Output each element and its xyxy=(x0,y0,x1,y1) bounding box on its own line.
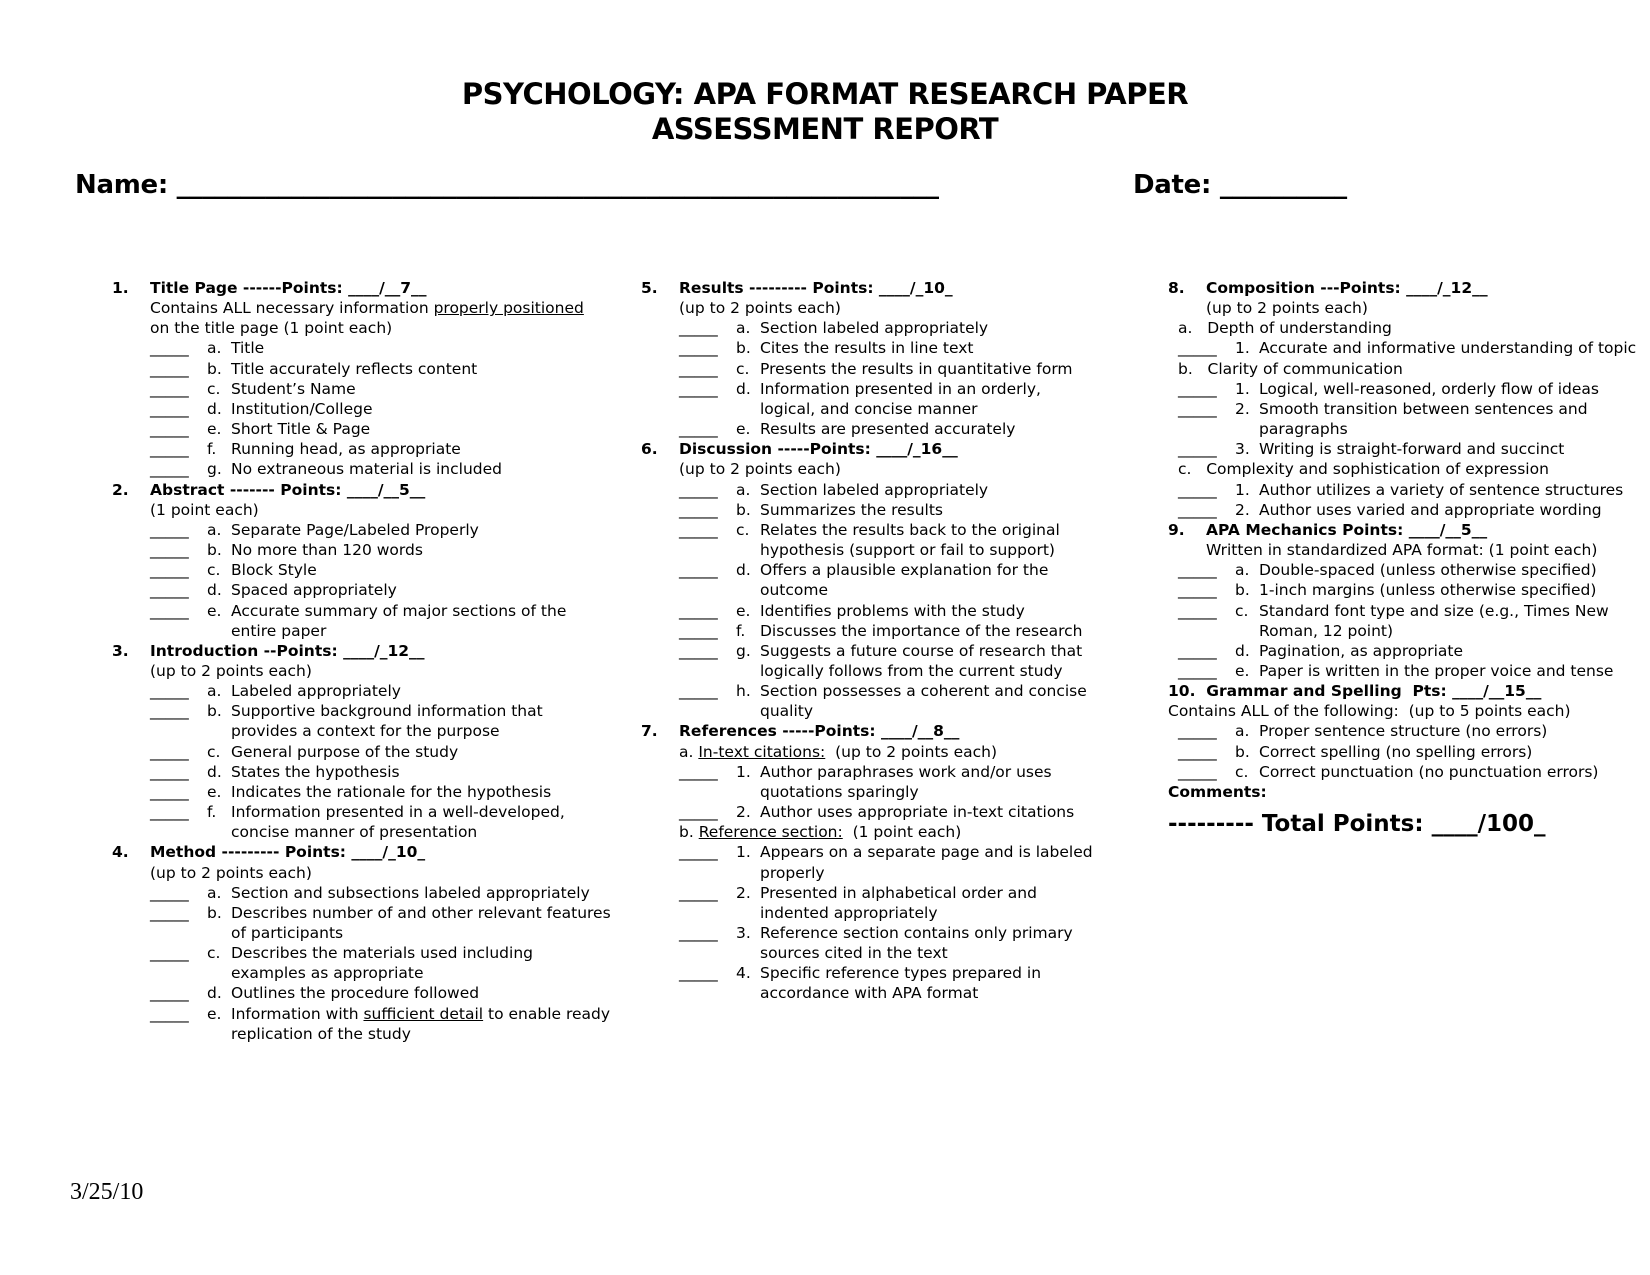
score-blank[interactable]: _____ xyxy=(1178,480,1217,499)
section-number: 9. xyxy=(1168,520,1185,539)
score-blank[interactable]: _____ xyxy=(679,500,718,519)
item-letter: b. xyxy=(207,903,222,922)
score-blank[interactable]: _____ xyxy=(1178,742,1217,761)
score-blank[interactable]: _____ xyxy=(679,924,718,942)
section-references xyxy=(641,721,1101,1003)
checklist-item xyxy=(150,399,612,419)
section-number: 8. xyxy=(1168,279,1185,297)
item-letter: d. xyxy=(207,581,222,600)
score-blank[interactable]: _____ xyxy=(150,420,189,439)
checklist-item: _____ e. Information with sufficient detail to enable ready replication of the study xyxy=(150,1004,611,1043)
section-desc: Contains ALL necessary information properly positioned xyxy=(150,299,584,318)
checklist-item xyxy=(679,480,1101,500)
checklist-item xyxy=(679,621,1101,641)
section-grammar-spelling xyxy=(1168,681,1638,721)
checklist-item xyxy=(1178,439,1638,459)
item-text: Double-spaced (unless otherwise specified) xyxy=(1259,561,1597,580)
checklist-item xyxy=(150,943,612,983)
item-letter: b. xyxy=(736,500,751,519)
item-text: Correct punctuation (no punctuation errors) xyxy=(1259,762,1599,781)
item-text: Presented in alphabetical order and indented appropriately xyxy=(760,883,1037,922)
checklist-item xyxy=(1178,641,1638,661)
checklist-item xyxy=(679,842,1101,882)
section-desc: (up to 2 points each) xyxy=(1206,299,1368,318)
checklist-item xyxy=(1178,560,1638,580)
section-number: 3. xyxy=(112,641,129,660)
score-blank[interactable]: _____ xyxy=(679,359,718,378)
item-letter: a. xyxy=(736,480,751,499)
item-letter: e. xyxy=(736,420,751,439)
score-blank[interactable]: _____ xyxy=(150,561,189,580)
subsection-label: a. Depth of understanding xyxy=(1178,319,1392,338)
checklist-item xyxy=(150,681,612,701)
checklist-item xyxy=(150,439,612,459)
score-blank[interactable]: _____ xyxy=(1178,581,1217,600)
checklist-item xyxy=(679,379,1101,419)
item-letter: a. xyxy=(207,339,222,358)
section-method xyxy=(112,842,612,1044)
item-letter: 2. xyxy=(736,883,751,902)
item-text: Running head, as appropriate xyxy=(231,440,461,459)
subsection-label: b. Reference section: (1 point each) xyxy=(679,823,962,842)
score-blank[interactable]: _____ xyxy=(150,541,189,560)
item-letter: b. xyxy=(736,339,751,358)
checklist-item xyxy=(150,338,612,358)
checklist-item xyxy=(150,903,612,943)
section-title: Results --------- Points: ____/_10_ xyxy=(679,279,953,297)
checklist-item xyxy=(1178,399,1638,439)
score-blank[interactable]: _____ xyxy=(150,984,189,1003)
score-blank[interactable]: _____ xyxy=(150,1004,189,1023)
item-text: Labeled appropriately xyxy=(231,682,401,701)
item-letter: e. xyxy=(207,420,222,439)
score-blank[interactable]: _____ xyxy=(1178,440,1217,459)
item-text: States the hypothesis xyxy=(231,762,400,781)
checklist-item xyxy=(679,641,1101,681)
item-text: Information presented in an orderly, logical, and concise manner xyxy=(760,379,1041,418)
item-letter: e. xyxy=(1235,661,1250,680)
checklist-item xyxy=(150,742,612,762)
score-blank[interactable]: _____ xyxy=(150,379,189,398)
section-title: Discussion -----Points: ____/_16__ xyxy=(679,440,958,459)
checklist-item xyxy=(1178,580,1638,600)
item-letter: 2. xyxy=(1235,500,1250,519)
item-text: Writing is straight-forward and succinct xyxy=(1259,440,1565,459)
item-letter: d. xyxy=(736,379,751,398)
section-introduction xyxy=(112,641,612,843)
score-blank[interactable]: _____ xyxy=(1178,601,1217,620)
column-1 xyxy=(112,278,612,1044)
item-text: 1-inch margins (unless otherwise specified) xyxy=(1259,581,1597,600)
item-text: General purpose of the study xyxy=(231,742,459,761)
item-text: Suggests a future course of research that logically follows from the current study xyxy=(760,641,1083,680)
item-text: Accurate summary of major sections of the entire paper xyxy=(231,601,567,640)
item-text: Section labeled appropriately xyxy=(760,319,989,338)
item-text: No extraneous material is included xyxy=(231,460,502,479)
item-letter: 2. xyxy=(1235,399,1250,418)
score-blank[interactable]: _____ xyxy=(1178,561,1217,580)
section-desc: Contains ALL of the following: (up to 5 points each) xyxy=(1168,702,1571,721)
section-desc: (1 point each) xyxy=(150,500,259,519)
item-text: Identifies problems with the study xyxy=(760,601,1025,620)
item-text: Cites the results in line text xyxy=(760,339,974,358)
item-text: Paper is written in the proper voice and tense xyxy=(1259,661,1614,680)
item-letter: 1. xyxy=(736,762,751,781)
section-title: Method --------- Points: ____/_10_ xyxy=(150,843,426,862)
score-blank[interactable]: _____ xyxy=(1178,399,1217,418)
section-apa-mechanics xyxy=(1168,520,1638,560)
item-text: Title xyxy=(231,339,265,358)
item-letter: c. xyxy=(207,561,221,580)
checklist-item xyxy=(1178,338,1638,358)
checklist-item xyxy=(679,601,1101,621)
item-text: Author paraphrases work and/or uses quotations sparingly xyxy=(760,762,1052,801)
item-letter: f. xyxy=(207,440,217,459)
section-number: 1. xyxy=(112,279,129,297)
score-blank[interactable]: _____ xyxy=(679,843,718,862)
score-blank[interactable]: _____ xyxy=(679,480,718,499)
item-letter: c. xyxy=(1235,762,1249,781)
checklist-item xyxy=(679,520,1101,560)
checklist-item xyxy=(150,701,612,741)
item-letter: c. xyxy=(207,742,221,761)
checklist-item xyxy=(150,782,612,802)
section-number: 6. xyxy=(641,440,658,459)
item-text: Describes number of and other relevant features of participants xyxy=(231,903,611,942)
item-letter: d. xyxy=(207,399,222,418)
score-blank[interactable]: _____ xyxy=(150,359,189,378)
score-blank[interactable]: _____ xyxy=(1178,339,1217,358)
item-text: Presents the results in quantitative form xyxy=(760,359,1073,378)
item-letter: a. xyxy=(207,883,222,902)
score-blank[interactable]: _____ xyxy=(1178,661,1217,680)
score-blank[interactable]: _____ xyxy=(150,601,189,620)
item-text: Smooth transition between sentences and paragraphs xyxy=(1259,399,1588,439)
section-number: 4. xyxy=(112,843,129,862)
score-blank[interactable]: _____ xyxy=(679,420,718,439)
item-letter: 1. xyxy=(1235,339,1250,358)
item-text: Supportive background information that provides a context for the purpose xyxy=(231,702,543,741)
checklist-item xyxy=(679,681,1101,721)
section-title: References -----Points: ____/__8__ xyxy=(679,722,960,741)
item-text: Separate Page/Labeled Properly xyxy=(231,520,479,539)
item-letter: e. xyxy=(207,601,222,620)
item-text: Correct spelling (no spelling errors) xyxy=(1259,742,1533,761)
item-text: Author uses appropriate in-text citations xyxy=(760,803,1075,822)
section-number: 7. xyxy=(641,722,658,741)
item-letter: c. xyxy=(207,379,221,398)
score-blank[interactable]: _____ xyxy=(679,682,718,701)
composition-criteria xyxy=(1168,318,1638,520)
apa-mechanics-items xyxy=(1168,560,1638,681)
item-text: Specific reference types prepared in accordance with APA format xyxy=(760,964,1042,1003)
checklist-item xyxy=(1178,601,1638,641)
score-blank[interactable]: _____ xyxy=(679,339,718,358)
checklist-item xyxy=(679,500,1101,520)
item-letter: a. xyxy=(1235,722,1250,741)
score-blank[interactable]: _____ xyxy=(150,339,189,358)
checklist-item xyxy=(679,963,1101,1003)
checklist-item xyxy=(1178,762,1638,782)
checklist-item xyxy=(150,359,612,379)
item-text: Logical, well-reasoned, orderly flow of ideas xyxy=(1259,379,1599,398)
checklist-item xyxy=(150,883,612,903)
item-text: Spaced appropriately xyxy=(231,581,397,600)
column-2 xyxy=(641,278,1101,1004)
score-blank[interactable]: _____ xyxy=(150,440,189,459)
score-blank[interactable]: _____ xyxy=(679,964,718,983)
score-blank[interactable]: _____ xyxy=(150,944,189,963)
item-letter: f. xyxy=(207,803,217,822)
item-letter: b. xyxy=(207,359,222,378)
checklist-item xyxy=(150,601,612,641)
checklist-item xyxy=(150,802,612,842)
item-letter: g. xyxy=(736,641,751,660)
item-letter: c. xyxy=(736,520,750,539)
item-text: Indicates the rationale for the hypothesis xyxy=(231,782,552,801)
item-text: Pagination, as appropriate xyxy=(1259,641,1463,660)
name-field[interactable]: Name: ____________________________________________________________ xyxy=(75,170,939,200)
item-text: Author utilizes a variety of sentence structures xyxy=(1259,480,1624,499)
score-blank[interactable]: _____ xyxy=(1178,500,1217,519)
checklist-item xyxy=(1178,500,1638,520)
score-blank[interactable]: _____ xyxy=(150,399,189,418)
score-blank[interactable]: _____ xyxy=(679,803,718,822)
section-desc: (up to 2 points each) xyxy=(150,661,312,680)
checklist-item xyxy=(679,359,1101,379)
checklist-item xyxy=(679,338,1101,358)
checklist-item xyxy=(679,560,1101,600)
score-blank[interactable]: _____ xyxy=(150,903,189,922)
checklist-item xyxy=(679,883,1101,923)
checklist-item xyxy=(1178,661,1638,681)
item-letter: a. xyxy=(1235,561,1250,580)
item-letter: e. xyxy=(207,782,222,801)
date-field[interactable]: Date: __________ xyxy=(1133,170,1347,200)
checklist-item xyxy=(1178,379,1638,399)
item-letter: h. xyxy=(736,682,751,701)
item-letter: 1. xyxy=(1235,480,1250,499)
item-text: Relates the results back to the original hypothesis (support or fail to support) xyxy=(760,520,1060,560)
score-blank[interactable]: _____ xyxy=(1178,762,1217,781)
item-letter: b. xyxy=(1235,581,1250,600)
item-text: Title accurately reflects content xyxy=(231,359,478,378)
score-blank[interactable]: _____ xyxy=(150,460,189,479)
item-text: Section and subsections labeled appropriately xyxy=(231,883,590,902)
section-title: Composition ---Points: ____/_12__ xyxy=(1206,279,1488,297)
item-letter: 2. xyxy=(736,803,751,822)
checklist-item xyxy=(150,419,612,439)
score-blank[interactable]: _____ xyxy=(150,742,189,761)
doc-title-line1: PSYCHOLOGY: APA FORMAT RESEARCH PAPER xyxy=(461,77,1189,111)
doc-title-line2: ASSESSMENT REPORT xyxy=(651,112,999,146)
section-results xyxy=(641,278,1101,439)
section-title: APA Mechanics Points: ____/__5__ xyxy=(1206,520,1488,539)
score-blank[interactable]: _____ xyxy=(150,520,189,539)
item-text: Proper sentence structure (no errors) xyxy=(1259,722,1548,741)
item-letter: 3. xyxy=(1235,440,1250,459)
score-blank[interactable]: _____ xyxy=(679,883,718,902)
item-text: Standard font type and size (e.g., Times New Roman, 12 point) xyxy=(1259,601,1609,640)
checklist-item xyxy=(679,762,1101,802)
item-text: No more than 120 words xyxy=(231,541,423,560)
item-text: Appears on a separate page and is labeled properly xyxy=(760,843,1093,882)
checklist-item xyxy=(150,459,612,479)
score-blank[interactable]: _____ xyxy=(679,762,718,781)
item-text: Discusses the importance of the research xyxy=(760,621,1083,640)
section-abstract xyxy=(112,480,612,641)
section-number: 2. xyxy=(112,480,129,499)
item-text: Section possesses a coherent and concise quality xyxy=(760,682,1087,721)
item-text: Institution/College xyxy=(231,399,373,418)
checklist-item xyxy=(150,540,612,560)
score-blank[interactable]: _____ xyxy=(1178,722,1217,741)
checklist-item xyxy=(679,802,1101,822)
item-letter: e. xyxy=(736,601,751,620)
column-3 xyxy=(1168,278,1638,838)
item-letter: b. xyxy=(207,541,222,560)
score-blank[interactable]: _____ xyxy=(150,682,189,701)
checklist-item xyxy=(679,318,1101,338)
score-blank[interactable]: _____ xyxy=(150,782,189,801)
section-composition xyxy=(1168,278,1638,318)
subsection-label: b. Clarity of communication xyxy=(1178,359,1403,378)
score-blank[interactable]: _____ xyxy=(150,702,189,721)
checklist-item xyxy=(1178,721,1638,741)
item-letter: g. xyxy=(207,460,222,479)
item-letter: d. xyxy=(736,561,751,580)
item-letter: a. xyxy=(207,682,222,701)
item-letter: 4. xyxy=(736,964,751,983)
item-text: Summarizes the results xyxy=(760,500,944,519)
score-blank[interactable]: _____ xyxy=(150,803,189,822)
section-desc: Written in standardized APA format: (1 point each) xyxy=(1206,541,1598,560)
score-blank[interactable]: _____ xyxy=(679,601,718,620)
score-blank[interactable]: _____ xyxy=(1178,641,1217,660)
section-title: 10. Grammar and Spelling Pts: ____/__15__ xyxy=(1168,682,1542,701)
section-desc: (up to 2 points each) xyxy=(679,299,841,318)
checklist-item xyxy=(150,560,612,580)
section-title: Introduction --Points: ____/_12__ xyxy=(150,641,425,660)
checklist-item xyxy=(679,923,1101,963)
item-letter: 3. xyxy=(736,924,751,942)
score-blank[interactable]: _____ xyxy=(679,641,718,660)
section-title: Abstract ------- Points: ____/__5__ xyxy=(150,480,426,499)
checklist-item xyxy=(679,419,1101,439)
item-text: Block Style xyxy=(231,561,317,580)
section-title: Title Page ------Points: ____/__7__ xyxy=(150,279,427,297)
checklist-item xyxy=(150,379,612,399)
item-letter: d. xyxy=(207,762,222,781)
score-blank[interactable]: _____ xyxy=(679,561,718,580)
score-blank[interactable]: _____ xyxy=(679,520,718,539)
item-letter: c. xyxy=(736,359,750,378)
item-text: Information presented in a well-developed, concise manner of presentation xyxy=(231,803,565,842)
score-blank[interactable]: _____ xyxy=(150,883,189,902)
item-text: Offers a plausible explanation for the outcome xyxy=(760,561,1049,600)
subsection-label: c. Complexity and sophistication of expression xyxy=(1178,460,1549,479)
score-blank[interactable]: _____ xyxy=(150,762,189,781)
section-title-page xyxy=(112,278,612,480)
footer-date: 3/25/10 xyxy=(70,1179,144,1205)
item-letter: b. xyxy=(207,702,222,721)
section-desc: on the title page (1 point each) xyxy=(150,319,393,338)
item-letter: b. xyxy=(1235,742,1250,761)
item-letter: a. xyxy=(207,520,222,539)
item-letter: 1. xyxy=(736,843,751,862)
total-points[interactable]: --------- Total Points: ____/100_ xyxy=(1168,811,1546,838)
section-number: 5. xyxy=(641,279,658,297)
section-desc: (up to 2 points each) xyxy=(150,863,312,882)
checklist-item xyxy=(150,520,612,540)
item-text: Outlines the procedure followed xyxy=(231,984,480,1003)
comments-label: Comments: xyxy=(1168,782,1267,801)
checklist-item xyxy=(150,983,612,1003)
item-letter: c. xyxy=(1235,601,1249,620)
section-discussion xyxy=(641,439,1101,721)
item-text: Results are presented accurately xyxy=(760,420,1016,439)
item-letter: d. xyxy=(1235,641,1250,660)
item-text: Section labeled appropriately xyxy=(760,480,989,499)
section-desc: (up to 2 points each) xyxy=(679,460,841,479)
checklist-item xyxy=(150,762,612,782)
checklist-item xyxy=(1178,742,1638,762)
score-blank[interactable]: _____ xyxy=(679,379,718,398)
score-blank[interactable]: _____ xyxy=(1178,379,1217,398)
item-letter: f. xyxy=(736,621,746,640)
item-text: Student’s Name xyxy=(231,379,356,398)
item-text: Accurate and informative understanding of topic xyxy=(1259,339,1637,358)
checklist-item xyxy=(1178,480,1638,500)
item-letter: d. xyxy=(207,984,222,1003)
subsection-label: a. In-text citations: (up to 2 points each) xyxy=(679,742,997,761)
score-blank[interactable]: _____ xyxy=(150,581,189,600)
item-letter: a. xyxy=(736,319,751,338)
score-blank[interactable]: _____ xyxy=(679,621,718,640)
item-text: Describes the materials used including examples as appropriate xyxy=(231,944,533,983)
grammar-items xyxy=(1168,721,1638,781)
score-blank[interactable]: _____ xyxy=(679,319,718,338)
item-text: Author uses varied and appropriate wording xyxy=(1259,500,1602,519)
checklist-item xyxy=(150,580,612,600)
item-letter: 1. xyxy=(1235,379,1250,398)
item-text: Short Title & Page xyxy=(231,420,371,439)
item-letter: c. xyxy=(207,944,221,963)
item-text: Reference section contains only primary sources cited in the text xyxy=(760,924,1073,963)
